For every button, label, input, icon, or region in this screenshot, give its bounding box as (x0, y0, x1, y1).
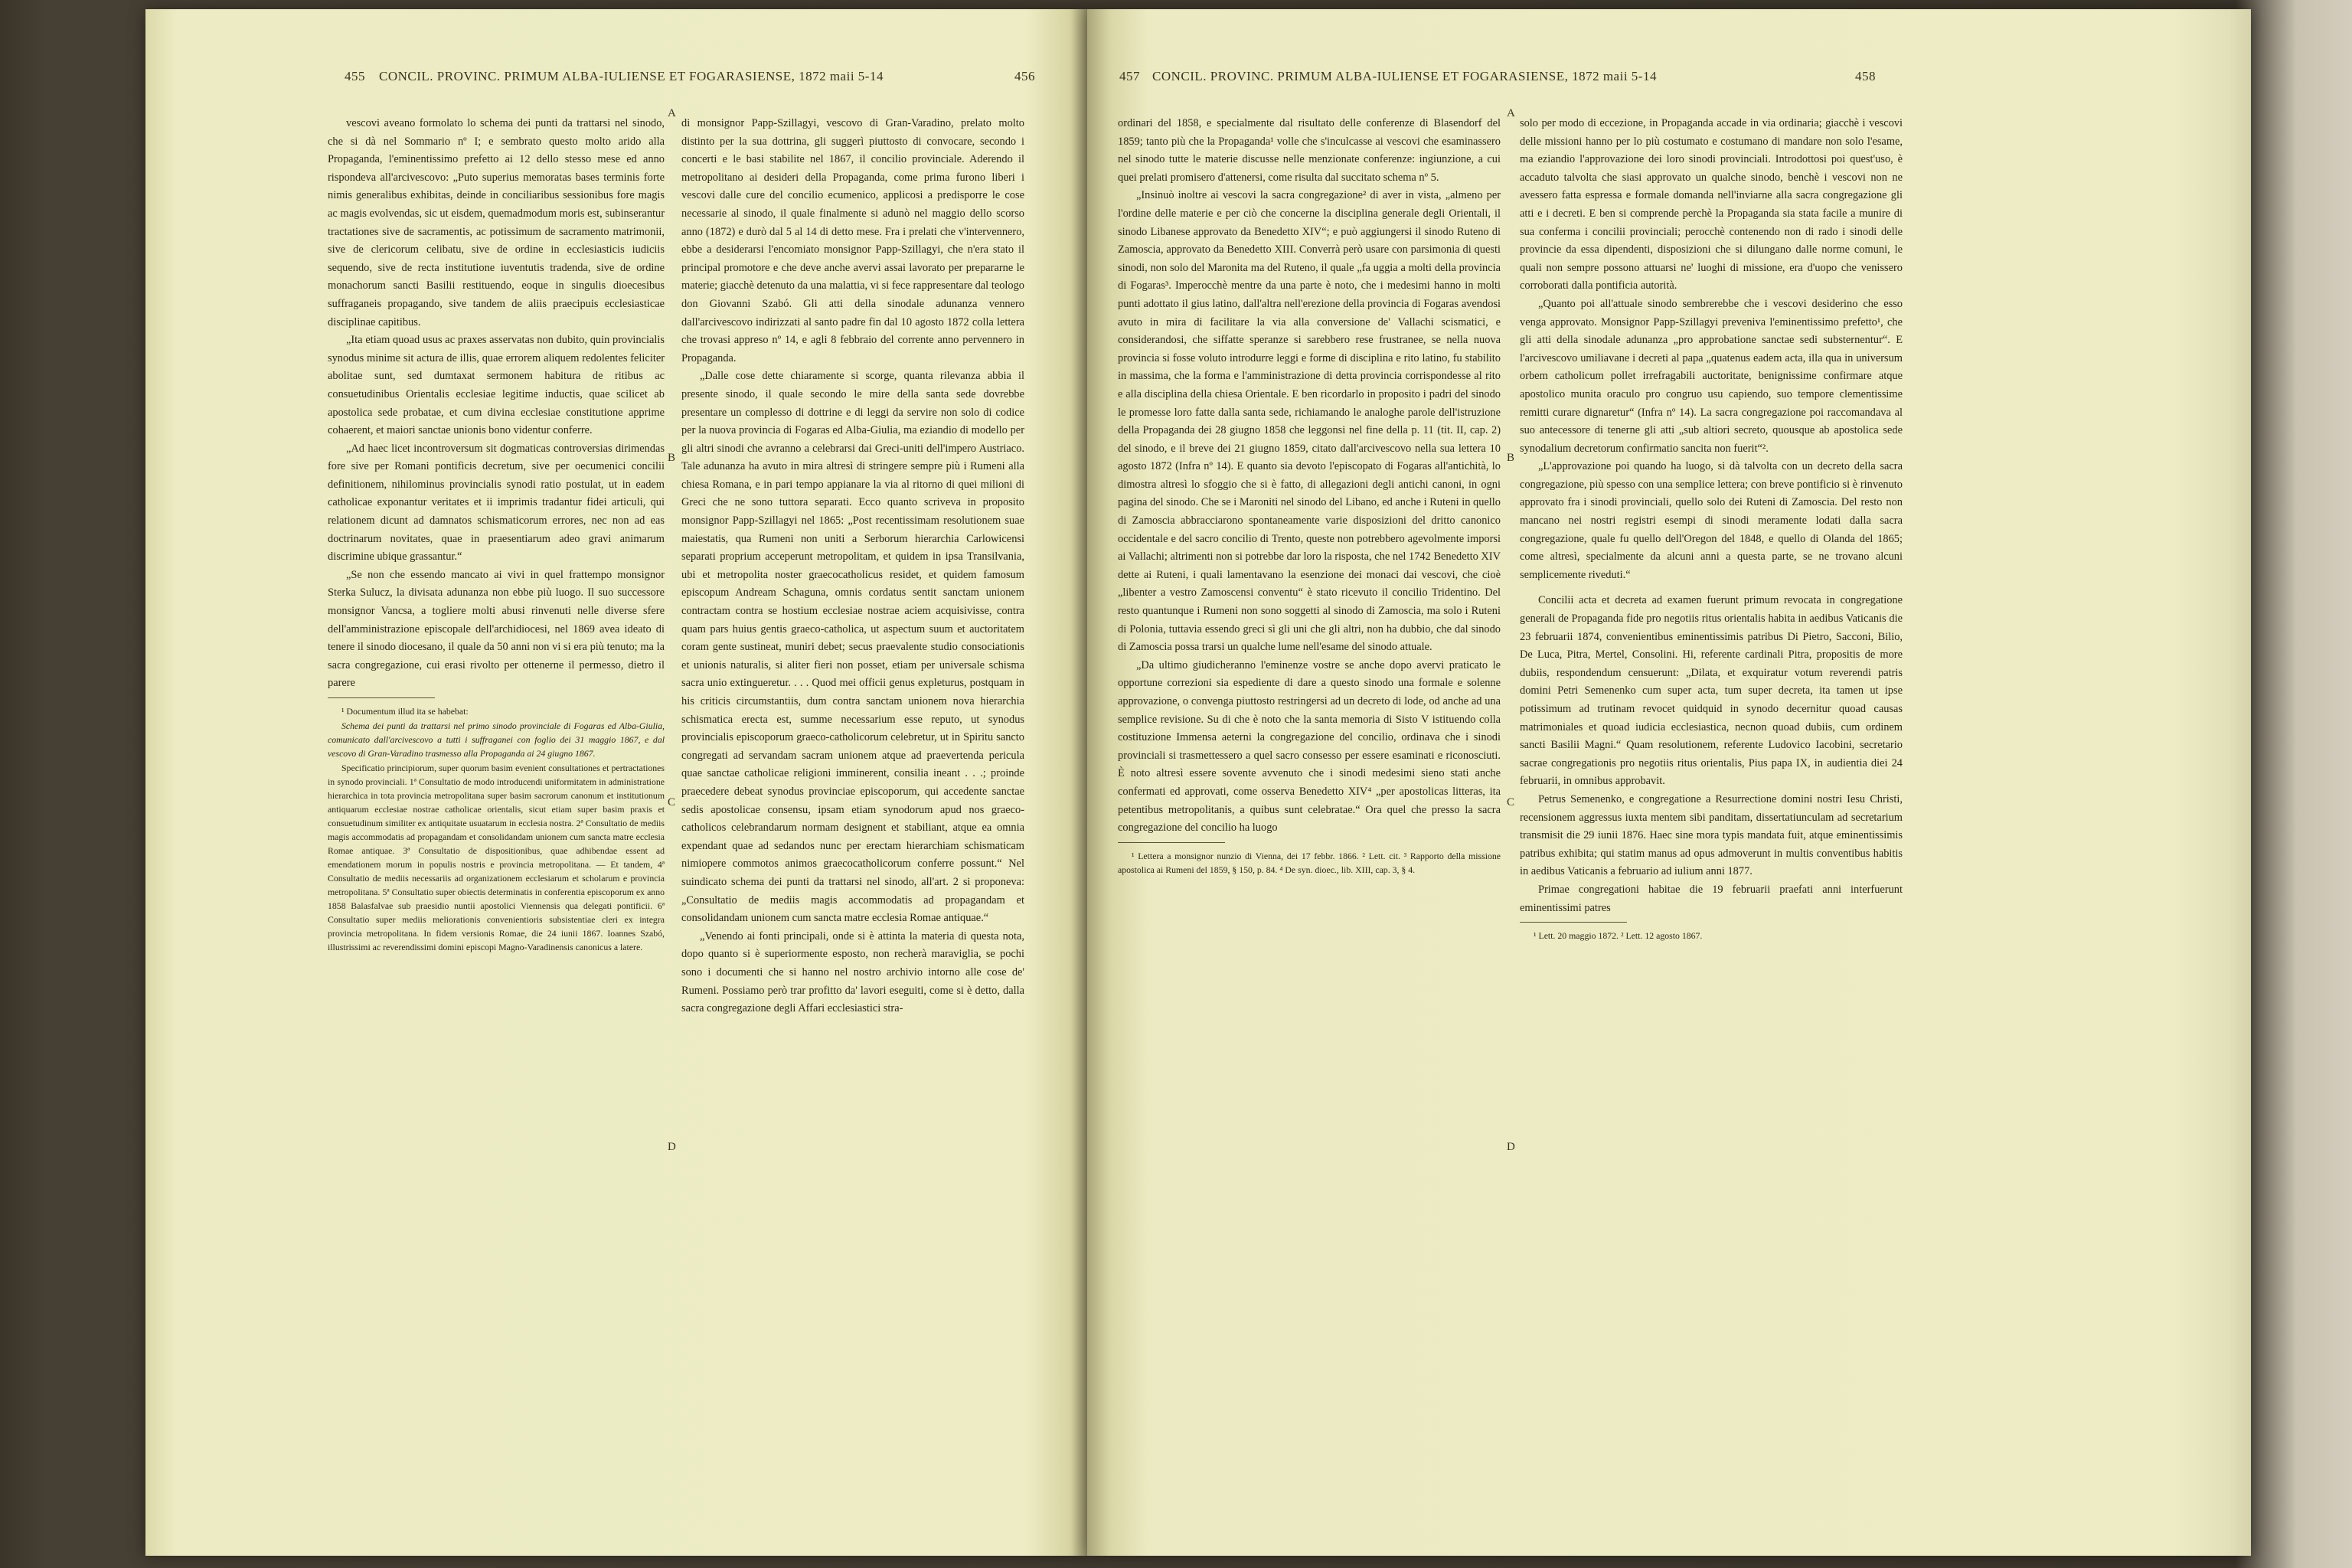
left-margin-letter-a: A (668, 107, 676, 119)
right-column-2 (1520, 115, 1903, 1516)
right-column-1 (1118, 115, 1501, 1516)
right-col1-para-2: „Insinuò inoltre ai vescovi la sacra congregazione² di aver in vista, „almeno per l'ordine delle materie e per ciò che concerne la disciplina generale degli Orientali, il sinodo Libanese approvato da Benedetto XIV“; e può aggiungersi il sinodo Ruteno di Zamoscia, approvato da Benedetto XIII. Converrà però usare con parsimonia di questi sinodi, non solo del Maronita ma del Ruteno, il quale „fa uggia a molti della provincia di Fogaras³. Imperocchè mentre da una parte è noto, che i medesimi hanno in molti punti adottato il gius latino, dall'altra nell'erezione della provincia di Fogaras avendosi avuto in mira di facilitare la via alla conversione de' Vallachi scismatici, e considerandosi, che siffatte speranze si sarebbero rese frustranee, se nella nuova provincia si fosse voluto introdurre leggi e forme di disciplina e rito latino, fu stabilito in massima, che la forma e l'amministrazione di detta provincia corrispondesse al rito e alla disciplina della chiesa Orientale. E ben ricordarlo in proposito i padri del sinodo le promesse loro fatte dalla santa sede, richiamando le analoghe parole dell'istruzione della Propaganda dei 28 giugno 1858 che leggonsi nel fine della p. 11 (tit. II, cap. 2) del sinodo, e il breve dei 21 giugno 1859, citato dall'arcivescovo nella sua lettera 10 agosto 1872 (Infra nº 14). E quanto sia devoto l'episcopato di Fogaras all'antichità, lo dimostra altresì lo sfoggio che si è fatto, di allegazioni degli antichi canoni, in ogni pagina del sinodo. Che se i Maroniti nel sinodo del Libano, ed anche i Ruteni in quello di Zamoscia abbracciarono spontaneamente varie disposizioni del dritto canonico occidentale e del sacro concilio di Trento, queste non potrebbero agevolmente imporsi ai Vallachi; altrimenti non si potrebbe dar loro la risposta, che nel 1742 Benedetto XIV dette ai Ruteni, i quali lamentavano la esenzione dei monaci dai vescovi, che cioè „libenter a vestro Zamoscensi conventu“ è stato ricevuto il concilio Tridentino. Del resto quantunque i Rumeni non sono soggetti al sinodo di Zamoscia, ma solo i Ruteni di Polonia, tuttavia essendo greci sì gli uni che gli altri, non ha dubbio, che dal sinodo di Zamoscia possa trarsi un qualche lume nell'esame del sinodo attuale. (1118, 189, 1501, 654)
right-col1-para-1: ordinari del 1858, e specialmente dal risultato delle conferenze di Blasendorf del 1859; tanto più che la Propaganda¹ volle che s'inculcasse ai vescovi che esaminassero nel sinodo tutte le materie discusse nelle menzionate conferenze: ingiunzione, a cui quei prelati promisero d'attenersi, come risulta dal succitato schema nº 5. (1118, 117, 1501, 184)
left-column-1 (328, 115, 665, 1516)
left-margin-letter-c: C (668, 796, 676, 808)
page-number-455: 455 (345, 69, 365, 83)
right-margin-letter-a: A (1507, 107, 1515, 119)
left-column-2 (681, 115, 1024, 1516)
left-col1-para-1: vescovi aveano formolato lo schema dei punti da trattarsi nel sinodo, che si dà nel Sommario nº I; e sembrato questo molto arido alla Propaganda, l'eminentissimo prefetto ai 12 dello stesso mese ed anno rispondeva all'arcivescovo: „Puto superius memoratas bases terminis forte nimis generalibus exhibitas, deinde in conciliaribus sessionibus fore magis ac magis evolvendas, sic ut eisdem, quemadmodum moris est, subinserantur tractationes sive de sacramentis, ac potissimum de sacramento matrimonii, sive de clericorum celibatu, sive de ordine in ecclesiasticis iudiciis sequendo, sive de recta institutione iuventutis tradenda, sive de ordine monachorum sancti Basilii restituendo, eoque in singulis dioecesibus suffraganeis propagando, sive tandem de aliis praecipuis ecclesiasticae disciplinae capitibus. (328, 117, 665, 328)
right-col2-para-1: solo per modo di eccezione, in Propaganda accade in via ordinaria; giacchè i vescovi delle missioni hanno per lo più costumato e costumano di mandare non solo l'esame, ma eziandio l'approvazione dei loro sinodi provinciali. Introdottosi poi quest'uso, è accaduto talvolta che siasi approvato un qualche sinodo, benchè i vescovi non ne avessero fatta espressa e formale domanda nell'inviarne alla sacra congregazione gli atti e i decreti. E ben si comprende perchè la Propaganda sia stata facile a munire di sua conferma i concilii provinciali; perocchè contenendo non di rado i sinodi delle provincie da essa dipendenti, disposizioni che si dilungano dalle norme comuni, le quali non sempre possono attuarsi ne' luoghi di missione, era d'uopo che venissero corroborati dalla pontificia autorità. (1520, 117, 1903, 292)
right-col2-footnote-list: ¹ Lett. 20 maggio 1872. ² Lett. 12 agosto 1867. (1534, 930, 1703, 942)
right-running-head (1087, 69, 2251, 92)
right-page (1087, 9, 2251, 1556)
right-col2-para-6: Primae congregationi habitae die 19 februarii praefati anni interfuerunt eminentissimi patres (1520, 883, 1903, 914)
right-margin-letter-c: C (1507, 796, 1515, 808)
left-col2-para-2: „Dalle cose dette chiaramente si scorge, quanta rilevanza abbia il presente sinodo, il quale secondo le mire della santa sede dovrebbe presentare un complesso di dottrine e di leggi da servire non solo di codice per la nuova provincia di Fogaras ed Alba-Giulia, ma eziandio di modello per gli altri sinodi che avranno a celebrarsi dai Greci-uniti dell'impero Austriaco. Tale adunanza ha avuto in mira altresì di stringere sempre più i Rumeni alla chiesa Romana, e in pari tempo appianare la via al ritorno di quei milioni di Greci che ne sono tuttora separati. Ecco quanto scriveva in proposito monsignor Papp-Szillagyi nel 1865: „Post recentissimam resolutionem suae maiestatis, qua Rumeni non uniti a Serborum hierarchia Carlowicensi separati proprium acceperunt metropolitam, et quidem in ipsa Transilvania, ubi et metropolita noster graecocatholicus residet, et quidem famosum episcopum Andream Schaguna, omnis cordatus sentit sanctam unionem contractam contra se hostium ecclesiae nostrae aciem acquisivisse, contra quam pars huius gentis graeco-catholica, ut aspectum suum et auctoritatem coram gente sustineat, muniri debet; secus praevalente studio consociationis et unionis naturalis, si aliter fieri non posset, etiam per universale schisma sacra unio extingueretur. . . . Quod mei officii genus expleturus, postquam in his criticis circumstantiis, dum contra sanctam unionem nova hierarchia schismatica erecta est, summe necessarium esse reputo, ut synodus provincialis episcoporum graeco-catholicorum celebretur, ut in Spiritu sancto congregati ad servandam sacram unionem atque ad praevertenda pericula quae sanctae catholicae religioni imminerent, consilia ineant . . .; proinde praecedere debeat synodus provinciae episcoporum, qui accedente sanctae sedis apostolicae consensu, ipsam etiam synodorum apud nos graeco-catholicos celebrandarum normam designent et stabiliant, atque ea omnia expendant quae ad sedandos nunc per erectam hierarchiam schismaticam nimiopere commotos animos graecocatholicorum conferre possunt.“ Nel suindicato schema dei punti da trattarsi nel sinodo, all'art. 2 si proponeva: „Consultatio de mediis magis accommodatis ad propagandam et consolidandam unionem cum sancta matre ecclesia Romae antiquae.“ (681, 370, 1024, 925)
right-margin-letter-b: B (1507, 452, 1515, 464)
right-col1-para-3: „Da ultimo giudicheranno l'eminenze vostre se anche dopo avervi praticato le opportune correzioni sia espediente di dare a questo sinodo una formale e solenne approvazione, o convenga piuttosto restringersi ad un decreto di lode, od anche ad una semplice revisione. Su di che è noto che la santa memoria di Sisto V istituendo colla costituzione Immensa aeterni la congregazione del concilio, ordinava che i sinodi provinciali si trasmettessero a quel sacro consesso per essere esaminati e riconosciuti. È noto altresì essere sovente avvenuto che i sinodi medesimi sieno stati anche confermati ed approvati, come osserva Benedetto XIV⁴ „per apostolicas litteras, ita petentibus metropolitanis, a quibus sunt celebratae.“ Ora quel che presso la sacra congregazione del concilio ha luogo (1118, 658, 1501, 835)
page-number-458: 458 (1855, 69, 1876, 83)
left-col1-para-4: „Se non che essendo mancato ai vivi in quel frattempo monsignor Sterka Sulucz, la divisata adunanza non ebbe più luogo. Il suo successore monsignor Vancsa, a togliere molti abusi rinvenuti nelle diverse sfere dell'amministrazione episcopale dell'archidiocesi, nel 1869 avea ideato di tenere il sinodo diocesano, il quale da 50 anni non vi si era più tenuto; ma la sacra congregazione, cui erasi rivolto per ottenerne il permesso, dietro il parere (328, 568, 665, 690)
right-footnote-rule (1118, 842, 1225, 843)
right-footnotes-col1 (1118, 849, 1501, 877)
left-footnote-schema-title: Schema dei punti da trattarsi nel primo sinodo provinciale di Fogaras ed Alba-Giulia, comunicato dall'arcivescovo a tutti i suffraganei con foglio dei 31 maggio 1867, e dal vescovo di Gran-Varadino trasmesso alla Propaganda ai 24 giugno 1867. (328, 720, 665, 759)
left-running-head (145, 69, 1087, 92)
left-col2-para-1: di monsignor Papp-Szillagyi, vescovo di Gran-Varadino, prelato molto distinto per la sua dottrina, gli suggerì piuttosto di convocare, secondo i concerti e le basi stabilite nel 1867, il concilio provinciale. Aderendo il metropolitano ai desideri della Propaganda, come prima furono liberi i vescovi dalle cure del concilio ecumenico, applicosi a predisporre le cose necessarie al sinodo, il quale finalmente si adunò nel maggio dello scorso anno (1872) e durò dal 5 al 14 di detto mese. Fra i prelati che v'intervennero, ebbe a desiderarsi l'encomiato monsignor Papp-Szillagyi, che n'era stato il principal promotore e che deve anche avervi assai lavorato per prepararne le materie; giacchè detenuto da una malattia, vi si fece rappresentare dal teologo don Giovanni Szabó. Gli atti della sinodale adunanza vennero dall'arcivescovo indirizzati al santo padre fin dal 10 agosto 1872 colla lettera che trovasi appreso nº 14, e agli 8 febbraio del corrente anno pervennero in Propaganda. (681, 117, 1024, 364)
left-margin-letter-b: B (668, 452, 676, 464)
left-page (145, 9, 1087, 1556)
left-footnote-rule (328, 697, 435, 698)
page-number-456: 456 (1014, 69, 1035, 83)
right-col2-footnote-rule (1520, 922, 1627, 923)
right-col2-para-4: Concilii acta et decreta ad examen fuerunt primum revocata in congregatione generali de Propaganda fide pro negotiis ritus orientalis habita in aedibus Vaticanis die 23 februarii 1874, convenientibus eminentissimis patribus Di Pietro, Sacconi, Bilio, De Luca, Pitra, Mertel, Consolini. Hi, referente cardinali Pitra, propositis de more dubiis, respondendum censuerunt: „Dilata, et exquiratur votum reverendi patris domini Petri Semenenko cum super acta, tum super decreta, ita tamen ut ipse potissimum ad trutinam revocet quidquid in synodo decernitur quoad causas matrimoniales et quoad iudicia ecclesiastica, necnon quoad dubiis, cum ordinem sancti Basilii Magni.“ Quam resolutionem, referente Ludovico Iacobini, secretario sacrae congregationis pro negotiis ritus orientalis, Pius papa IX, in audientia diei 24 februarii, in omnibus approbavit. (1520, 594, 1903, 788)
page-number-457: 457 (1119, 69, 1140, 83)
right-col2-para-3: „L'approvazione poi quando ha luogo, si dà talvolta con un decreto della sacra congregazione, più spesso con una semplice lettera; con breve pontificio si è rinvenuto approvato fra i sinodi provinciali, quello solo dei Ruteni di Zamoscia. Del resto non mancano nei nostri registri esempi di sinodi meramente lodati dalla sacra congregazione, quale fu quello dell'Oregon del 1848, e quello di Olanda del 1865; come altresì, specialmente da alcuni anni a questa parte, se ne trovano alcuni semplicemente riveduti.“ (1520, 460, 1903, 581)
left-footnote-schema-list: Specificatio principiorum, super quorum basim evenient consultationes et pertractationes in synodo provinciali. 1ª Consultatio de modo introducendi uniformitatem in administratione hierarchica in tota provincia metropolitana super basim sacrorum canonum et institutionum antiquarum ecclesiae nostrae catholicae orientalis, sicut etiam super basim praxis et consuetudinum similiter ex antiquitate usuatarum in ecclesia nostra. 2ª Consultatio de mediis magis accommodatis ad propagandam et consolidandam unionem cum sancta matre ecclesia Romae antiquae. 3ª Consultatio de dispositionibus, quae adhibendae essent ad emendationem morum in populis nostris e provincia metropolitana. — Et tandem, 4ª Consultatio de mediis necessariis ad organizationem ecclesiarum et scholarum e provincia metropolitana. 5ª Consultatio super obiectis determinatis in conferentia episcoporum ex anno 1858 Balasfalvae sub praesidio nuntii apostolici Viennensis qua delegati pontificii. 6ª Consultatio super mediis meliorationis convenientioris subsistentiae cleri ex integra provincia metropolitana. In fidem versionis Romae, die 24 iunii 1867. Ioannes Szabó, illustrissimi ac reverendissimi domini episcopi Magno-Varadinensis canonicus a latere. (328, 763, 665, 952)
right-margin-letter-d: D (1507, 1141, 1515, 1153)
right-col2-para-5: Petrus Semenenko, e congregatione a Resurrectione domini nostri Iesu Christi, recensionem aggressus iuxta mentem sibi panditam, dissertatiunculam ad secretarium transmisit die 29 iunii 1876. Haec sine mora typis mandata fuit, atque eminentissimis patribus exhibita; qui statim manus ad opus admoverunt in multis conventibus habitis in aedibus Vaticanis a februario ad iulium anni 1877. (1520, 792, 1903, 878)
left-col1-para-3: „Ad haec licet incontroversum sit dogmaticas controversias dirimendas fore sive per Romani pontificis decretum, sive per oecumenici concilii definitionem, nihilominus provincialis synodi ratio postulat, ut in eadem catholicae exponantur veritates et ii imprimis tradantur fidei articuli, qui relationem dicunt ad damnatos schismaticorum errores, nec non ad eas doctrinarum novitates, quae in praesentiarum adeo gravi animarum discrimine ubique grassantur.“ (328, 442, 665, 564)
right-col2-para-2: „Quanto poi all'attuale sinodo sembrerebbe che i vescovi desiderino che esso venga approvato. Monsignor Papp-Szillagyi preveniva l'eminentissimo prefetto¹, che gli atti della sinodale adunanza „pro approbatione sanctae sedi substernentur“. E l'arcivescovo umiliavane i decreti al papa „quatenus eadem acta, illa qua in universum orbem catholicum pollet irrefragabili auctoritate, benignissime confirmare atque apostolico munita oraculo pro congruo usu capiendo, suo tempore clementissime remitti curare dignaretur“ (Infra nº 14). La sacra congregazione poi raccomandava al suo antecessore di tenerne gli atti „sub altiori secreto, quousque ab apostolica sede synodalium decretorum confirmatio sancita non fuerit“². (1520, 297, 1903, 455)
left-col2-para-3: „Venendo ai fonti principali, onde si è attinta la materia di questa nota, dopo quanto si è superiormente esposto, non recherà maraviglia, se pochi sono i documenti che si hanno nel nostro archivio intorno alle cose de' Rumeni. Possiamo però trar profitto da' lavori eseguiti, come si è detto, dalla sacra congregazione degli Affari ecclesiastici stra- (681, 929, 1024, 1015)
right-footnote-list: ¹ Lettera a monsignor nunzio di Vienna, dei 17 febbr. 1866. ² Lett. cit. ³ Rapporto della missione apostolica ai Rumeni del 1859, § 150, p. 84. ⁴ De syn. dioec., lib. XIII, cap. 3, § 4. (1118, 850, 1501, 875)
left-margin-letter-d: D (668, 1141, 676, 1153)
left-footnotes (328, 704, 665, 954)
left-footnote-1: ¹ Documentum illud ita se habebat: (341, 706, 469, 717)
right-head-title: CONCIL. PROVINC. PRIMUM ALBA-IULIENSE ET FOGARASIENSE, 1872 maii 5-14 (1152, 69, 1657, 83)
left-head-title: CONCIL. PROVINC. PRIMUM ALBA-IULIENSE ET FOGARASIENSE, 1872 maii 5-14 (379, 69, 884, 83)
left-col1-para-2: „Ita etiam quoad usus ac praxes asservatas non dubito, quin provincialis synodus minime sit actura de illis, quae errorem aliquem redolentes feliciter abolitae sunt, sed dumtaxat sermonem habitura de ritibus ac consuetudinibus Orientalis ecclesiae legitime inductis, quae scilicet ab apostolica sede probatae, et cum divina ecclesiae constitutione apprime cohaerent, et maiori sanctae unionis bono videntur conferre. (328, 334, 665, 437)
right-footnotes-col2 (1520, 929, 1903, 942)
